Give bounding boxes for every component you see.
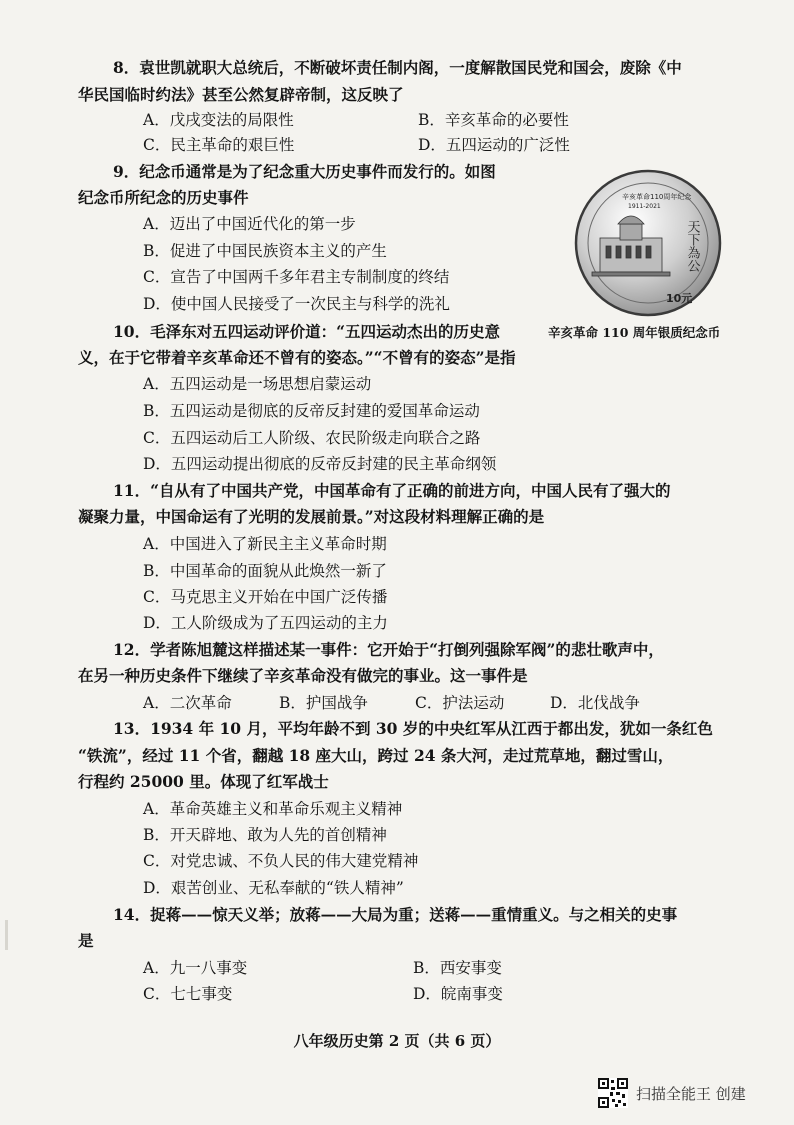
q10-option-a: A．五四运动是一场思想启蒙运动 [143, 375, 372, 393]
q10-option-c: C．五四运动后工人阶级、农民阶级走向联合之路 [143, 429, 481, 447]
q12-stem-1: 12．学者陈旭麓这样描述某一事件：它开始于“打倒列强除军阀”的悲壮歌声中， [113, 640, 664, 659]
q11-option-a: A．中国进入了新民主主义革命时期 [143, 535, 387, 553]
q11-option-d: D．工人阶级成为了五四运动的主力 [143, 614, 388, 632]
q11-stem-2: 凝聚力量，中国命运有了光明的发展前景。”对这段材料理解正确的是 [78, 507, 545, 526]
coin-denomination: 10元 [666, 292, 693, 305]
q8-option-b: B．辛亥革命的必要性 [418, 111, 569, 129]
q10-option-b: B．五四运动是彻底的反帝反封建的爱国革命运动 [143, 402, 480, 420]
q9-stem-2: 纪念币所纪念的历史事件 [78, 188, 249, 207]
q14-stem-2: 是 [78, 931, 94, 950]
q10-option-d: D．五四运动提出彻底的反帝反封建的民主革命纲领 [143, 455, 497, 473]
q13-option-d: D．艰苦创业、无私奉献的“铁人精神” [143, 879, 404, 897]
q8-stem-2: 华民国临时约法》甚至公然复辟帝制，这反映了 [78, 85, 404, 104]
q9-option-d: D．使中国人民接受了一次民主与科学的洗礼 [143, 295, 450, 313]
q12-option-c: C．护法运动 [415, 694, 505, 712]
q14-option-a: A．九一八事变 [143, 959, 248, 977]
q8-option-c: C．民主革命的艰巨性 [143, 136, 295, 154]
scan-artifact [5, 920, 8, 950]
q12-option-b: B．护国战争 [279, 694, 368, 712]
q14-option-d: D．皖南事变 [413, 985, 503, 1003]
q9-option-c: C．宣告了中国两千多年君主专制制度的终结 [143, 268, 450, 286]
q9-option-a: A．迈出了中国近代化的第一步 [143, 215, 356, 233]
coin-motto: 天下為公 [684, 220, 700, 272]
q9-stem-1: 9．纪念币通常是为了纪念重大历史事件而发行的。如图 [113, 162, 496, 181]
coin-illustration [562, 168, 734, 318]
q10-stem-1: 10．毛泽东对五四运动评价道：“五四运动杰出的历史意 [113, 322, 500, 341]
q13-option-c: C．对党忠诚、不负人民的伟大建党精神 [143, 852, 419, 870]
q13-stem-2: “铁流”，经过 11 个省，翻越 18 座大山，跨过 24 条大河，走过荒草地，翻过雪山， [78, 746, 674, 765]
coin-ring-text: 辛亥革命110周年纪念 [622, 193, 692, 201]
page-footer: 八年级历史第 2 页（共 6 页） [293, 1032, 501, 1050]
q13-option-a: A．革命英雄主义和革命乐观主义精神 [143, 800, 403, 818]
q11-option-b: B．中国革命的面貌从此焕然一新了 [143, 562, 387, 580]
q12-stem-2: 在另一种历史条件下继续了辛亥革命没有做完的事业。这一事件是 [78, 666, 528, 685]
q13-stem-1: 13．1934 年 10 月，平均年龄不到 30 岁的中央红军从江西于都出发，犹如一条红色 [113, 719, 713, 738]
q11-option-c: C．马克思主义开始在中国广泛传播 [143, 588, 388, 606]
q13-option-b: B．开天辟地、敢为人先的首创精神 [143, 826, 387, 844]
q14-option-b: B．西安事变 [413, 959, 502, 977]
qr-code-icon [598, 1078, 628, 1108]
coin-caption: 辛亥革命 110 周年银质纪念币 [548, 325, 721, 340]
q9-option-b: B．促进了中国民族资本主义的产生 [143, 242, 387, 260]
commemorative-coin-image [562, 168, 734, 318]
q8-option-a: A．戊戌变法的局限性 [143, 111, 294, 129]
q13-stem-3: 行程约 25000 里。体现了红军战士 [78, 772, 329, 791]
q12-option-a: A．二次革命 [143, 694, 232, 712]
q8-stem-1: 8．袁世凯就职大总统后，不断破坏责任制内阁，一度解散国民党和国会，废除《中 [113, 58, 682, 77]
scanner-watermark: 扫描全能王 创建 [636, 1085, 746, 1103]
q14-stem-1: 14．捉蒋——惊天义举；放蒋——大局为重；送蒋——重情重义。与之相关的史事 [113, 905, 678, 924]
q12-option-d: D．北伐战争 [550, 694, 640, 712]
q10-stem-2: 义，在于它带着辛亥革命还不曾有的姿态。”“不曾有的姿态”是指 [78, 348, 516, 367]
q11-stem-1: 11．“自从有了中国共产党，中国革命有了正确的前进方向，中国人民有了强大的 [113, 481, 671, 500]
q8-option-d: D．五四运动的广泛性 [418, 136, 570, 154]
q14-option-c: C．七七事变 [143, 985, 233, 1003]
coin-years: 1911-2021 [628, 203, 661, 210]
